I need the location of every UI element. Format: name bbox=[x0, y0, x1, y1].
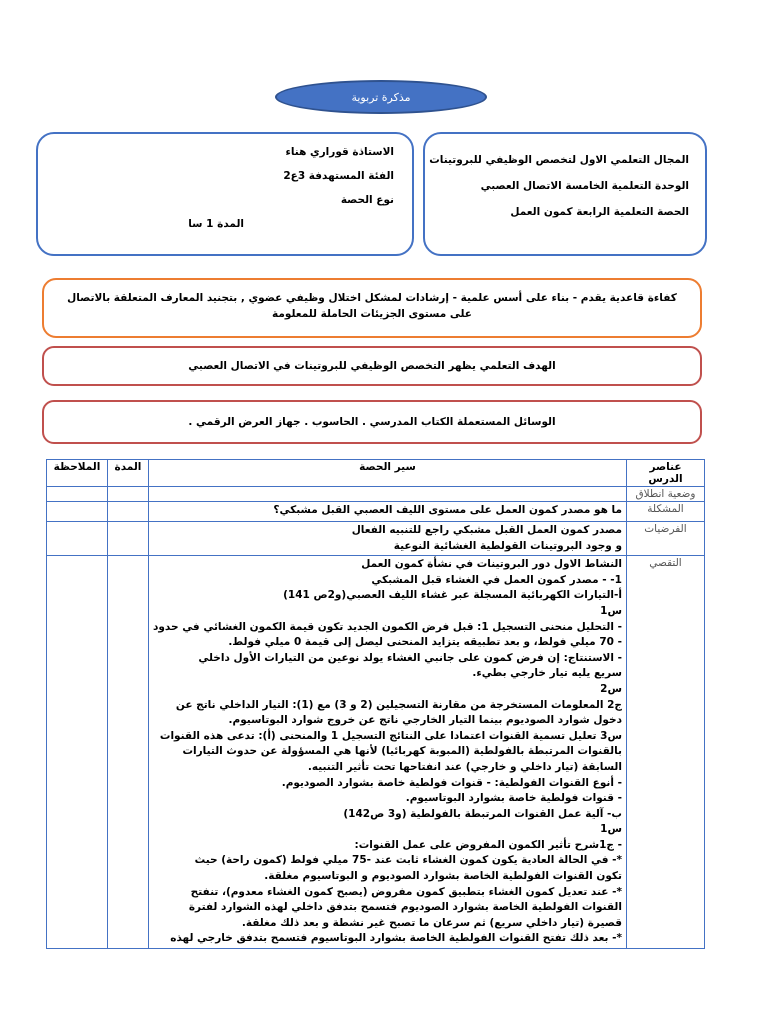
lesson-table bbox=[46, 459, 705, 949]
investigation-line: - أنوع القنوات الفولطية: - قنوات فولطية خاصة بشوارد الصوديوم. bbox=[281, 776, 622, 789]
competency-box bbox=[42, 278, 702, 338]
investigation-line: - ج1شرح تأثير الكمون المفروض على عمل القنوات: bbox=[354, 838, 622, 851]
investigation-line: - قنوات فولطية خاصة بشوارد البوتاسيوم. bbox=[405, 792, 622, 805]
tools-box bbox=[42, 400, 702, 444]
session-duration: المدة 1 سا bbox=[188, 218, 244, 230]
investigation-line: أ-التيارات الكهربائية المسجلة عبر غشاء الليف العصبي(و2ص 141) bbox=[283, 589, 622, 602]
objective-text: الهدف التعلمي يظهر التخصص الوظيفي للبروتينات في الاتصال العصبي bbox=[188, 360, 556, 372]
investigation-line: - التحليل منحنى التسجيل 1: قبل فرض الكمون الجديد تكون قيمة الكمون الغشائي في حدود bbox=[152, 620, 622, 633]
row-label: الفرضيات bbox=[626, 522, 704, 556]
investigation-line: ب- آلية عمل القنوات المرتبطة بالفولطية (و3 ص142) bbox=[343, 807, 622, 820]
learning-session: الحصة التعلمية الرابعة كمون العمل bbox=[510, 206, 689, 218]
investigation-line: دخول شوارد الصوديوم بينما التيار الخارجي ناتج عن خروج شوارد البوتاسيوم. bbox=[228, 714, 622, 727]
target-class: الفئة المستهدفة 3ع2 bbox=[283, 170, 394, 182]
session-type: نوع الحصة bbox=[340, 194, 394, 206]
teacher-info-box bbox=[36, 132, 414, 256]
row-duration bbox=[107, 502, 148, 522]
header-duration: المدة bbox=[107, 460, 148, 487]
row-notes bbox=[47, 502, 108, 522]
table-row bbox=[47, 502, 705, 522]
table-row bbox=[47, 522, 705, 556]
problem-line: ما هو مصدر كمون العمل على مستوى الليف العصبي القبل مشبكي؟ bbox=[273, 504, 622, 516]
row-label: المشكلة bbox=[626, 502, 704, 522]
investigation-line: قصيرة (تيار داخلي سريع) ثم سرعان ما تصبح غير نشطة و بعد ذلك مغلقة. bbox=[241, 916, 622, 929]
investigation-line: س3 تعليل تسمية القنوات اعتمادا على النتائج التسجيل 1 والمنحنى (أ): تدعى هذه القنوات bbox=[159, 729, 622, 742]
investigation-line: ج2 المعلومات المستخرجة من مقارنة التسجيلين (2 و 3) مع (1): التيار الداخلي ناتج عن bbox=[175, 698, 622, 711]
investigation-line: *- في الحالة العادية يكون كمون الغشاء ثابت عند -75 ميلي فولط (كمون راحة) حيث bbox=[194, 854, 622, 867]
investigation-line: س1 bbox=[600, 604, 622, 617]
document-title: مذكرة تربوية bbox=[351, 90, 411, 104]
investigation-line: النشاط الاول دور البروتينات في نشأة كمون العمل bbox=[361, 558, 622, 571]
learning-field: المجال التعلمي الاول لتخصص الوظيفي للبروتينات bbox=[429, 154, 689, 166]
header-progress: سير الحصة bbox=[148, 460, 626, 487]
curriculum-info-box bbox=[423, 132, 707, 256]
objective-box bbox=[42, 346, 702, 386]
learning-unit: الوحدة التعلمية الخامسة الاتصال العصبي bbox=[480, 180, 689, 192]
header-notes: الملاحظة bbox=[47, 460, 108, 487]
row-content bbox=[148, 556, 626, 949]
row-content bbox=[148, 502, 626, 522]
row-content bbox=[148, 487, 626, 502]
table-row bbox=[47, 556, 705, 949]
investigation-line: - 70 ميلي فولط، و بعد تطبيقه يتزايد المنحنى ليصل إلى قيمة 0 ميلي فولط. bbox=[228, 636, 622, 649]
row-label: وضعية انطلاق bbox=[626, 487, 704, 502]
investigation-line: السابقة (تيار داخلي و خارجي) عند انفتاحها تحت تأثير التنبيه. bbox=[307, 760, 622, 773]
row-notes bbox=[47, 556, 108, 949]
row-duration bbox=[107, 487, 148, 502]
investigation-line: س2 bbox=[600, 682, 622, 695]
investigation-line: سريع يليه تيار خارجي بطيء. bbox=[472, 667, 622, 680]
investigation-line: - الاستنتاج: إن فرض كمون على جانبي الغشاء يولد نوعين من التيارات الأول داخلي bbox=[198, 651, 622, 664]
row-content bbox=[148, 522, 626, 556]
investigation-line: تكون القنوات الفولطية الخاصة بشوارد الصوديوم و البوتاسيوم مغلقة. bbox=[264, 870, 622, 883]
row-duration bbox=[107, 556, 148, 949]
teacher-name: الاستاذة قوراري هناء bbox=[285, 146, 394, 158]
investigation-line: *- بعد ذلك تفتح القنوات الفولطية الخاصة بشوارد البوتاسيوم فتسمح بتدفق خارجي لهذه bbox=[170, 932, 622, 945]
row-label: التقصي bbox=[626, 556, 704, 949]
table-header-row bbox=[47, 460, 705, 487]
hypothesis-line: مصدر كمون العمل القبل مشبكي راجع للتنبيه الفعال bbox=[351, 524, 622, 536]
investigation-line: *- عند تعديل كمون الغشاء بتطبيق كمون مفروض (يصبح كمون الغشاء معدوم)، تنفتح bbox=[190, 885, 622, 898]
title-oval bbox=[275, 80, 487, 114]
investigation-line: القنوات الفولطية الخاصة بشوارد الصوديوم فتسمح بتدفق داخلي لهذه الشوارد لفترة bbox=[188, 901, 622, 914]
row-notes bbox=[47, 487, 108, 502]
table-row bbox=[47, 487, 705, 502]
header-elements: عناصر الدرس bbox=[626, 460, 704, 487]
row-duration bbox=[107, 522, 148, 556]
investigation-line: 1- - مصدر كمون العمل في الغشاء قبل المشبكي bbox=[371, 573, 622, 586]
row-notes bbox=[47, 522, 108, 556]
investigation-line: بالقنوات المرتبطة بالفولطية (المبوبة كهربائيا) لأنها هي المسؤولة عن حدوث التيارات bbox=[182, 745, 622, 758]
tools-text: الوسائل المستعملة الكتاب المدرسي . الحاسوب . جهاز العرض الرقمي . bbox=[188, 416, 556, 428]
competency-text: كفاءة قاعدية يقدم - بناء على أسس علمية - إرشادات لمشكل اختلال وظيفي عضوي , بتجنيد المعارف المتعلقة بالاتصال على مستوى الجزيئات الحاملة للمعلومة bbox=[67, 292, 677, 320]
investigation-line: س1 bbox=[600, 823, 622, 836]
hypothesis-line: و وجود البروتينات القولطية الغشائية النوعية bbox=[393, 539, 622, 552]
